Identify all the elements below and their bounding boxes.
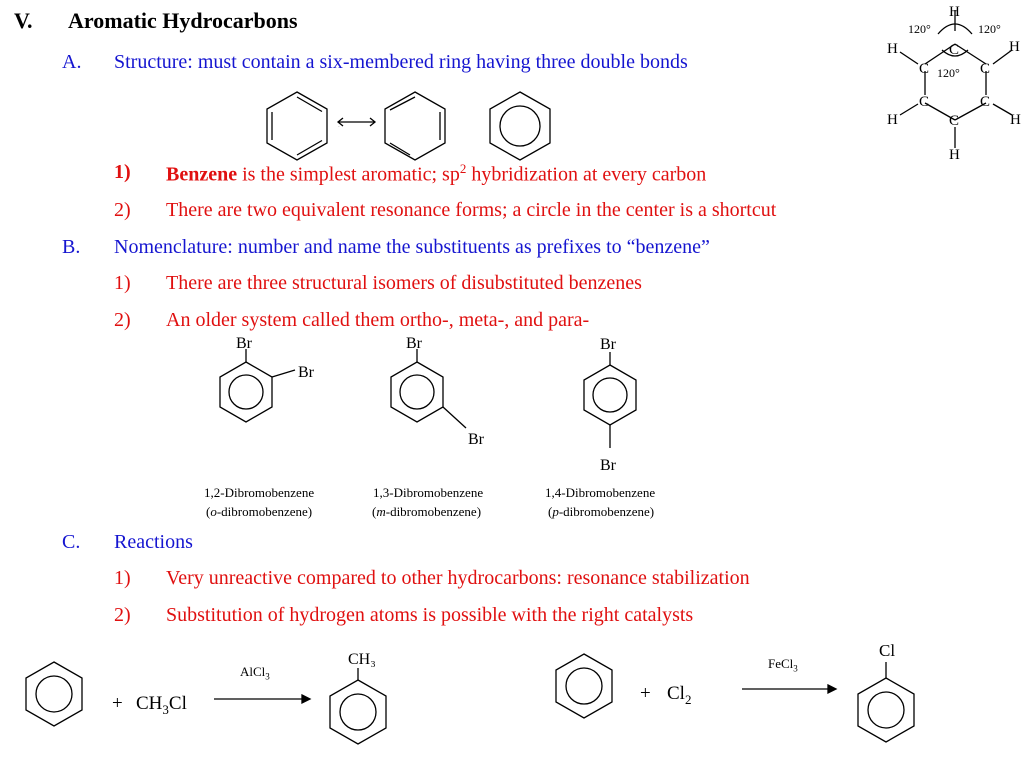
section-b-text: Nomenclature: number and name the substituents as prefixes to “benzene” [114, 236, 710, 258]
ortho-dibromobenzene-structure [220, 349, 295, 422]
diagram-carbon-upper-right: C [980, 61, 991, 77]
section-b-item2-number: 2) [114, 309, 131, 331]
reaction2-arrow [742, 685, 836, 693]
diagram-hydrogen-lower-right: H [1010, 112, 1021, 128]
section-c-letter: C. [62, 531, 81, 553]
para-br-bottom: Br [600, 457, 616, 474]
resonance-arrow-glyph: ⟷ [338, 127, 340, 128]
para-dibromobenzene-structure [584, 352, 636, 448]
section-b-letter: B. [62, 236, 81, 258]
isomer-para-name: 1,4-Dibromobenzene [545, 485, 656, 500]
ortho-br-right: Br [298, 364, 314, 381]
section-a-item1-number: 1) [114, 161, 131, 183]
item1-text-b: hybridization at every carbon [466, 163, 707, 186]
diagram-carbon-upper-left: C [919, 61, 930, 77]
section-a-text: Structure: must contain a six-membered ring having three double bonds [114, 51, 688, 73]
section-a-letter: A. [62, 51, 82, 73]
isomer-meta-name: 1,3-Dibromobenzene [373, 485, 484, 500]
isomer-ortho-alt: (o-dibromobenzene) [206, 504, 313, 519]
diagram-angle-center: 120° [937, 66, 960, 80]
section-b-item1-number: 1) [114, 272, 131, 294]
reaction2-benzene [556, 654, 612, 718]
isomer-meta-alt: (m-dibromobenzene) [372, 504, 482, 519]
diagram-carbon-bottom: C [949, 113, 960, 129]
reaction1-plus: + [112, 693, 123, 714]
kekule-structure-2 [385, 92, 445, 160]
meta-br-top: Br [406, 335, 422, 352]
section-a-item2-text: There are two equivalent resonance forms; a circle in the center is a shortcut [166, 199, 777, 221]
reaction2-reagent: $Cl_2$ [667, 683, 692, 707]
para-br-top: Br [600, 336, 616, 353]
reaction2-product-label: Cl [879, 641, 896, 660]
diagram-angle-right: 120° [978, 22, 1001, 36]
meta-dibromobenzene-structure [391, 349, 466, 428]
reaction1-benzene [26, 662, 82, 726]
diagram-hydrogen-top: H [949, 4, 960, 20]
diagram-carbon-top: C [949, 42, 960, 58]
benzene-circle-structure [490, 92, 550, 160]
reaction1-arrow [214, 695, 310, 703]
section-c-item2-text: Substitution of hydrogen atoms is possible with the right catalysts [166, 604, 694, 626]
benzene-bold: Benzene [166, 163, 238, 186]
meta-br-bottom: Br [468, 431, 484, 448]
ortho-br-top: Br [236, 335, 252, 352]
page-title: Aromatic Hydrocarbons [68, 8, 298, 33]
reaction1-catalyst: AlCl$_3$ [240, 664, 270, 682]
section-c-text: Reactions [114, 531, 193, 553]
reaction2-catalyst: FeCl$_3$ [768, 656, 798, 674]
reaction1-reagent: $CH_3Cl$ [136, 693, 187, 717]
section-a-item2-number: 2) [114, 199, 131, 221]
reaction1-product-label: CH₃ [348, 651, 376, 668]
isomer-ortho-name: 1,2-Dibromobenzene [204, 485, 315, 500]
resonance-arrow [338, 118, 375, 126]
diagram-hydrogen-upper-right: H [1009, 39, 1020, 55]
section-c-item2-number: 2) [114, 604, 131, 626]
section-c-item1-text: Very unreactive compared to other hydrocarbons: resonance stabilization [166, 567, 750, 589]
kekule-structure-1 [267, 92, 327, 160]
isomer-para-alt: (p-dibromobenzene) [548, 504, 655, 519]
diagram-angle-left: 120° [908, 22, 931, 36]
reaction2-product-chlorobenzene [858, 662, 914, 742]
diagram-carbon-lower-left: C [919, 94, 930, 110]
section-b-item2-text: An older system called them ortho-, meta-, and para- [166, 309, 590, 331]
diagram-hydrogen-upper-left: H [887, 41, 898, 57]
diagram-hydrogen-bottom: H [949, 147, 960, 163]
item1-superscript: 2 [459, 161, 467, 176]
diagram-carbon-lower-right: C [980, 94, 991, 110]
reaction1-product-toluene [330, 668, 386, 744]
section-c-item1-number: 1) [114, 567, 131, 589]
section-b-item1-text: There are three structural isomers of disubstituted benzenes [166, 272, 642, 294]
reaction2-plus: + [640, 683, 651, 704]
diagram-hydrogen-lower-left: H [887, 112, 898, 128]
title-number: V. [14, 8, 33, 33]
item1-text-a: is the simplest aromatic; sp [237, 163, 460, 186]
